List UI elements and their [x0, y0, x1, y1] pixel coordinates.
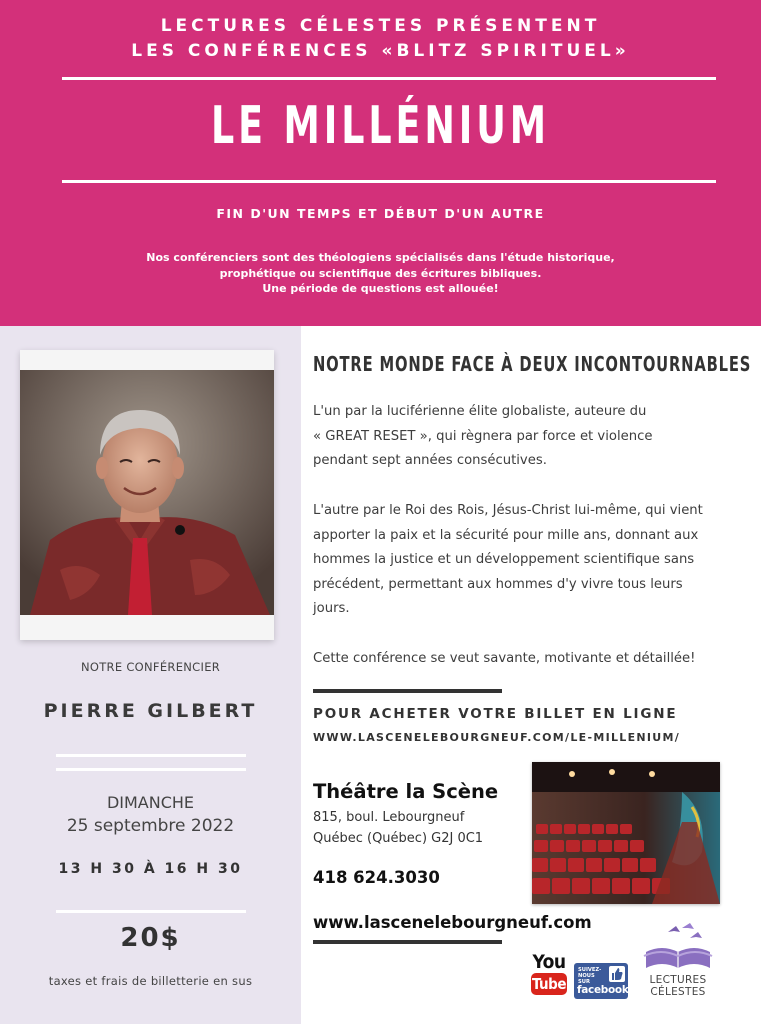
lectures-celestes-line-1: LECTURES: [649, 974, 707, 986]
theatre-photo: [532, 762, 720, 904]
speaker-name: PIERRE GILBERT: [43, 700, 258, 722]
intro-line-2: prophétique ou scientifique des écritures bibliques.: [219, 266, 542, 280]
ticket-purchase-label: POUR ACHETER VOTRE BILLET EN LIGNE: [313, 706, 678, 722]
page-subtitle: FIN D'UN TEMPS ET DÉBUT D'UN AUTRE: [216, 206, 545, 221]
intro-line-3: Une période de questions est allouée!: [262, 282, 499, 295]
venue-phone[interactable]: 418 624.3030: [313, 868, 440, 887]
facebook-wordmark: facebook: [577, 984, 629, 996]
speaker-photo-frame: [20, 350, 274, 640]
paragraph-line: hommes la justice et un développement scientifique sans: [313, 552, 695, 567]
divider: [56, 910, 246, 913]
divider: [56, 754, 246, 757]
venue-address: [313, 807, 483, 849]
paragraph-3: Cette conférence se veut savante, motivante et détaillée!: [313, 651, 696, 666]
paragraph-line: apporter la paix et la sécurité pour mille ans, donnant aux: [313, 527, 699, 543]
paragraph-line: pendant sept années consécutives.: [313, 453, 547, 468]
lectures-celestes-line-2: CÉLESTES: [650, 986, 706, 998]
facebook-badge[interactable]: [574, 963, 628, 999]
venue-address-line-1: 815, boul. Lebourgneuf: [313, 810, 465, 825]
paragraph-1: [313, 400, 733, 474]
youtube-logo-bottom: Tube: [532, 975, 566, 993]
thumbs-up-icon-glyph: [609, 966, 625, 982]
presenter-line-1: LECTURES CÉLESTES PRÉSENTENT: [160, 16, 601, 36]
speaker-caption: NOTRE CONFÉRENCIER: [80, 660, 221, 674]
venue-address-line-2: Québec (Québec) G2J 0C1: [313, 831, 484, 846]
event-date: 25 septembre 2022: [66, 816, 235, 836]
lectures-celestes-wordmark: [640, 974, 716, 998]
venue-name: Théâtre la Scène: [313, 780, 499, 803]
event-time: 13 H 30 À 16 H 30: [58, 861, 243, 877]
book-birds-icon: [640, 922, 716, 974]
paragraph-2: [313, 499, 733, 622]
lectures-celestes-logo: [640, 922, 716, 1002]
ticket-price: 20$: [120, 923, 181, 953]
theatre-illustration: [532, 762, 720, 904]
section-title: NOTRE MONDE FACE À DEUX INCONTOURNABLES: [313, 352, 752, 376]
paragraph-line: « GREAT RESET », qui règnera par force et violence: [313, 428, 653, 444]
header-banner: [0, 0, 761, 326]
header-divider-top: [62, 77, 716, 80]
divider: [313, 940, 502, 944]
presenter-text: [0, 14, 761, 64]
intro-line-1: Nos conférenciers sont des théologiens spécialisés dans l'étude historique,: [146, 251, 615, 264]
paragraph-line: L'un par la luciférienne élite globaliste, auteure du: [313, 404, 647, 419]
speaker-photo: [20, 370, 274, 615]
youtube-logo-top: You: [532, 951, 566, 973]
page-title: LE MILLÉNIUM: [210, 96, 551, 156]
youtube-logo[interactable]: [531, 952, 567, 998]
thumbs-up-icon: [609, 966, 625, 982]
divider: [313, 689, 502, 693]
fees-note: taxes et frais de billetterie en sus: [48, 974, 253, 988]
presenter-line-2: LES CONFÉRENCES «BLITZ SPIRITUEL»: [131, 41, 630, 61]
paragraph-line: précédent, permettant aux hommes d'y vivre tous leurs: [313, 576, 683, 592]
speaker-portrait-illustration: [20, 370, 274, 615]
header-divider-bottom: [62, 180, 716, 183]
speaker-panel: [0, 326, 301, 1024]
event-day: DIMANCHE: [106, 793, 195, 812]
venue-website-link[interactable]: www.lascenelebourgneuf.com: [313, 913, 592, 932]
paragraph-line: jours.: [313, 601, 350, 616]
intro-text: [120, 250, 641, 297]
facebook-follow-text: SUIVEZ-NOUS SUR: [578, 967, 602, 985]
paragraph-line: L'autre par le Roi des Rois, Jésus-Christ lui-même, qui vient: [313, 503, 703, 518]
ticket-purchase-link[interactable]: WWW.LASCENELEBOURGNEUF.COM/LE-MILLENIUM/: [313, 731, 681, 744]
divider: [56, 768, 246, 771]
